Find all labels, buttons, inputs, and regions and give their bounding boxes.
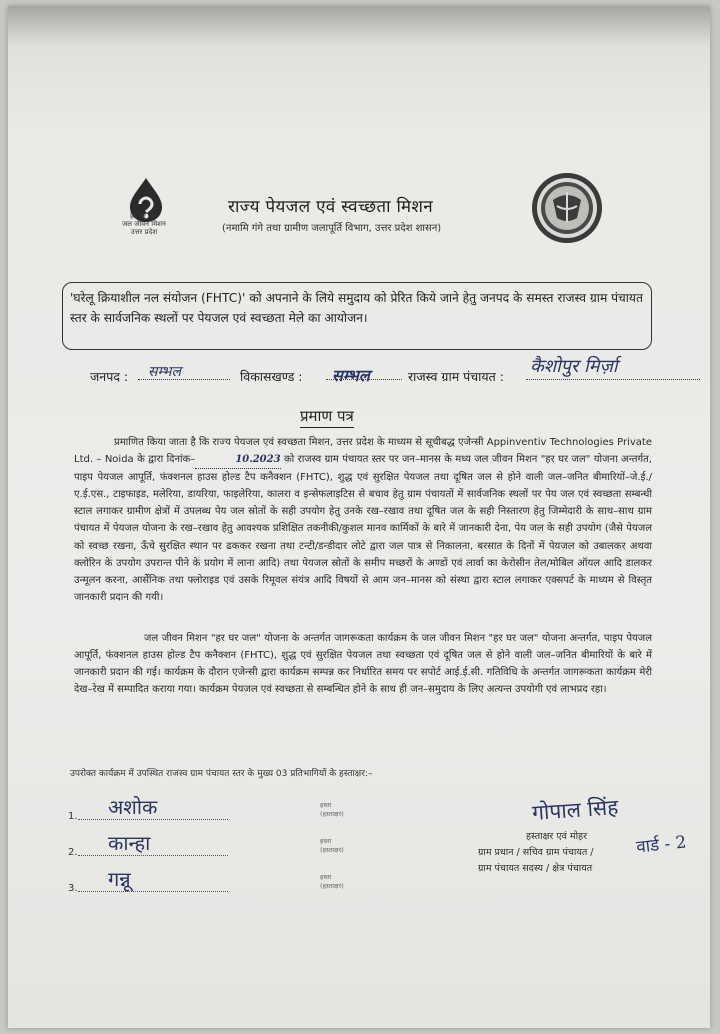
participant-sig-note: हस्ता (हस्ताक्षर): [320, 801, 344, 818]
logo-caption: [104, 212, 184, 236]
mission-subtitle: (नमामि गंगे तथा ग्रामीण जलापूर्ति विभाग, उत्तर प्रदेश शासन): [222, 223, 442, 234]
certificate-paragraph-2: जल जीवन मिशन "हर घर जल" योजना के अन्तर्गत जागरूकता कार्यक्रम के जल जीवन मिशन "हर घर जल" योजना अन्तर्गत, पाइप पेयजल आपूर्ति, फंक्शनल हाउस होल्ड टैप कनैक्शन (FHTC), शुद्ध एवं सुरक्षित पेयजल तथा स्वच्छता एवं दूषित जल से होने वाली जल–जनित बीमारियों के बारे में जानकारी प्रदान की गई। कार्यक्रम के दौरान एजेन्सी द्वारा कार्यक्रम सम्पन्न कर निर्धारित समय पर सपोर्ट आई.ई.सी. गतिविधि के अन्तर्गत जागरूकता कार्यक्रम मेरी देख–रेख में सम्पादित कराया गया। कार्यक्रम पेयजल एवं स्वच्छता से सम्बन्धित होने के साथ ही जन–समुदाय के लिए अत्यन्त उपयोगी एवं लाभप्रद रहा।: [74, 633, 652, 696]
block-label: विकासखण्ड :: [240, 369, 303, 384]
logo-caption-line: जल जीवन मिशन: [122, 220, 166, 228]
participant-name: अशोक: [108, 795, 158, 819]
participant-name: कान्हा: [108, 831, 151, 855]
participant-sig-note: हस्ता (हस्ताक्षर): [320, 873, 344, 890]
district-value: सम्भल: [148, 364, 181, 380]
district-label: जनपद :: [90, 369, 129, 384]
scan-shadow: [8, 6, 710, 46]
certificate-paragraph-1: [74, 434, 652, 606]
ward-note: वार्ड - 2: [635, 832, 688, 858]
panchayat-label: राजस्व ग्राम पंचायत :: [408, 369, 504, 384]
logo-caption-line: हर घर जल: [130, 212, 158, 220]
signatory-line: ग्राम पंचायत सदस्य / क्षेत्र पंचायत: [478, 863, 593, 874]
signatory-line: हस्ताक्षर एवं मोहर: [526, 831, 587, 842]
signatory-line: ग्राम प्रधान / सचिव ग्राम पंचायत /: [478, 847, 594, 858]
mission-title: राज्य पेयजल एवं स्वच्छता मिशन: [228, 197, 433, 217]
panchayat-dotted-line: [526, 378, 700, 380]
participant-number: 3.: [68, 883, 78, 894]
para1-text-end: को राजस्व ग्राम पंचायत स्तर पर जन–मानस के मध्य जल जीवन मिशन "हर घर जल" योजना अन्तर्गत, पाइप पेयजल आपूर्ति, फंक्शनल हाउस होल्ड टैप कनैक्शन (FHTC), शुद्ध एवं सुरक्षित पेयजल तथा दूषित जल से होने वाली जल–जनित बीमारियों–जे.ई./ए.ई.एस., टाइफाइड, मलेरिया, डायरिया, फाइलेरिया, कालरा व इन्सेफलाइटिस से बचाव हेतु ग्राम पंचायतों में सार्वजनिक स्थलों पर पेय जल एवं स्वच्छता सम्बन्धी स्टाल लगाकर ग्रामीण क्षेत्रों में उपलब्ध पेय जल स्रोतों के सही उपयोग हेतु उनके रख–रखाव तथा दूषित जल के सही निस्तारण हेतु जिम्मेदारी के साथ–साथ ग्राम पंचायत में पेयजल योजना के रख–रखाव हेतु आवश्यक प्रशिक्षित तकनीकी/कुशल मानव कार्मिकों के बारे में जानकारी देना, पेय जल के सही उपयोग (जैसे पेयजल को स्वच्छ रखना, ऊँचे सुरक्षित स्थान पर ढककर रखना तथा टन्टी/डन्डीदार लोटे द्वारा जल पात्र से निकालना, बरसात के दिनों में पेयजल को उबालकर अथवा क्लोरिन के उपयोग उपरान्त पीने के प्रयोग में लाना आदि) तथा पेयजल स्रोतों के समीप मच्छरों के अण्डों एवं लार्वा का केरोसीन तेल/मोबिल ऑयल आदि डालकर उन्मूलन करना, आर्सेनिक तथा फ्लोराइड एवं उसके रिमूवल संयंत्र आदि विषयों से आम जन–मानस को संस्था द्वारा स्टाल लगाकर एक्सपर्ट के माध्यम से विस्तृत जानकारी प्रदान की गयी।: [74, 454, 652, 603]
topic-text: 'घरेलू क्रियाशील नल संयोजन (FHTC)' को अपनाने के लिये समुदाय को प्रेरित किये जाने हेतु जनपद के समस्त राजस्व ग्राम पंचायत स्तर के सार्वजनिक स्थलों पर पेयजल एवं स्वच्छता मेले का आयोजन।: [70, 291, 643, 325]
participant-number: 1.: [68, 811, 78, 822]
participant-dotted-line: [78, 891, 228, 892]
signatory-signature: गोपाल सिंह: [531, 795, 620, 825]
participants-intro: उपरोक्त कार्यक्रम में उपस्थित राजस्व ग्राम पंचायत स्तर के मुख्य 03 प्रतिभागियों के हस्ताक्षर:–: [70, 769, 373, 779]
block-value: सम्भल: [332, 366, 370, 385]
participant-sig-note: हस्ता (हस्ताक्षर): [320, 837, 344, 854]
certificate-heading: प्रमाण पत्र: [300, 406, 354, 428]
para1-text-start: प्रमाणित किया जाता है कि राज्य पेयजल एवं स्वच्छता मिशन, उत्तर प्रदेश के माध्यम से सूचीबद्ध एजेन्सी Appinventiv Technologies Private Ltd. – Noida के द्वारा दिनांक–: [74, 437, 652, 466]
up-government-seal: [529, 170, 605, 246]
participant-dotted-line: [78, 855, 228, 856]
date-field: 10.2023: [195, 451, 280, 469]
logo-caption-line: उत्तर प्रदेश: [130, 228, 158, 236]
participant-name: गन्नू: [108, 867, 131, 891]
panchayat-value: कैशोपुर मिर्ज़ा: [530, 356, 618, 377]
participant-number: 2.: [68, 847, 78, 858]
